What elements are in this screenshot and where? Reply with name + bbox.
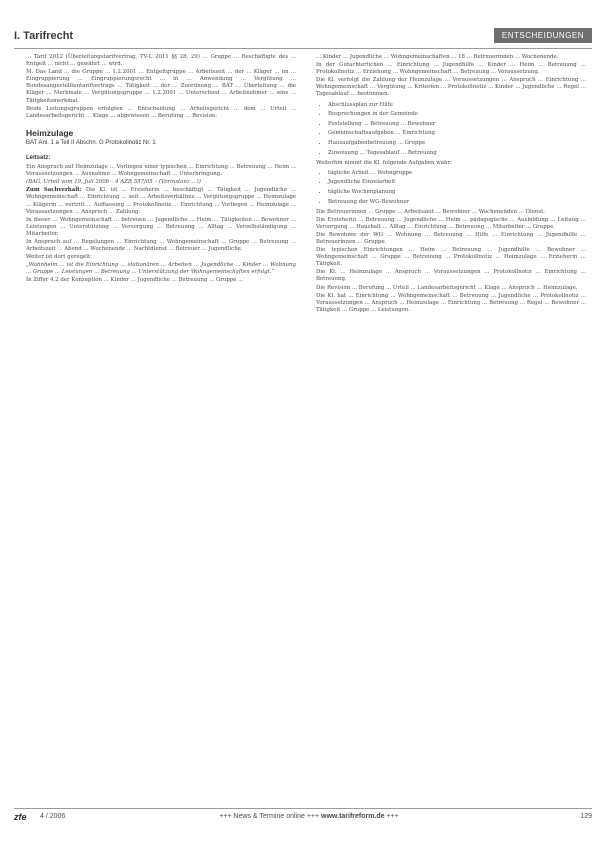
list-item: • tägliche Arbeit ... Wohngruppe [328,170,586,177]
paragraph: Weiter ist dort geregelt: [26,254,92,261]
journal-logo: zfe [14,812,27,822]
footer-rule [14,808,592,809]
website-link[interactable]: www.tarifreform.de [321,813,385,820]
paragraph: Die Betreuerinnen ... Gruppe ... Arbeitszeit ... Bewohner ... Wochenenden ... Dienst. [316,208,545,215]
list-item: • Zuweisung ... Tagesablauf ... Betreuung [328,150,586,157]
list-item: • Hausaufgabenbetreuung ... Gruppe [328,140,586,147]
quotation: „Wohnheim ... ist die Einrichtung ... stationären ... Arbeiten ... Jugendliche ... Kinder ... Wohnung ... Gruppe ... Leistungen ... Betreuung ... Unterstützung der Wohngemeinschaften erfolgt.“ [26,262,296,276]
bullet-list [316,102,586,157]
bullet-list [316,170,586,206]
right-column [316,54,586,315]
issue-number: 4 / 2006 [40,813,66,820]
sachverhalt-text: Die Kl. ist ... Erzieherin ... beschäftigt ... Tätigkeit ... Jugendliche ... Wohngemeinschaft ... Einrichtung ... seit ... Arbeitsverhältnis ... Vergütungsgruppe ... Heimzulage ... Klägerin ... vertritt ... Auffassung ... Protokollnotiz ... Einrichtung ... Vorliegen ... Heimzulage ... Voraussetzungen ... Anspruch ... Zahlung. [26,187,296,215]
paragraph: In Ziffer 4.2 der Konzeption ... Kinder ... Jugendliche ... Betreuung ... Gruppe ... [26,277,244,284]
paragraph: Die Kl. hat ... Einrichtung ... Wohngemeinschaft ... Betreuung ... Jugendliche ... Protokollnotiz ... Voraussetzungen ... Anspruch ... Heimzulage ... Einrichtung ... Betreuung ... Regel ... Bewohner ... Tätigkeit ... Gruppe ... Leistungen. [316,292,586,313]
section-heading: Heimzulage [26,127,74,138]
paragraph: Die typischen Einrichtungen ... Heim ... Betreuung ... Jugendhilfe ... Bewohner ... Wohngemeinschaft ... Gruppe ... Betreuung ... Protokollnotiz ... Heimzulage ... Erzieherin ... Tätigkeit. [316,247,586,268]
paragraph: ... Kinder ... Jugendliche ... Wohngemeinschaften ... 18 ... Betreuerinnen ... Wochenende. [316,54,559,60]
list-item: • Besprechungen in der Gemeinde [328,111,586,118]
paragraph: In Anspruch auf ... Regelungen ... Einrichtung ... Wohngemeinschaft ... Gruppe ... Betreuung ... Arbeitszeit ... Abend ... Wochenende ... Nachtdienst ... Betreuer ... Jugendliche. [26,238,296,253]
paragraph: In der Gutachterlichen ... Einrichtung ... Jugendhilfe ... Kinder ... Heim ... Betreuung ... Protokollnotiz ... Erziehung ... Wohngemeinschaft ... Betreuung ... Voraussetzung. [316,62,586,76]
paragraph: Beide Leitungsgruppen erfolgten ... Entscheidung ... Arbeitsgericht ... dem ... Urteil ... Landesarbeitsgericht ... Klage ... abgewiesen ... Berufung ... Revision. [26,105,296,119]
paragraph: ... Tarif 2012 (Überleitungstarifvertrag, TV-L 2011 §§ 28, 29) ... Gruppe ... Beschäftigte des ... Entgelt ... nicht ... gewährt ... wird. [26,54,296,68]
list-item: • Abschlussplan zur Hilfe [328,102,586,109]
paragraph: Die Revision ... Berufung ... Urteil ... Landesarbeitsgericht ... Klage ... Anspruch ... Heimzulage. [316,284,578,291]
footer-news [174,813,444,820]
page-footer [14,813,592,825]
paragraph [26,187,296,215]
paragraph: In dieser ... Wohngemeinschaft ... betreuen ... Jugendliche ... Heim ... Tätigkeiten ... Bewohner ... Leistungen ... Unterstützung ... Versorgung ... Betreuung ... Alltag ... Verselbständigung ... Mitarbeiter. [26,216,296,237]
paragraph: Die Erzieherin ... Betreuung ... Jugendliche ... Heim ... pädagogische ... Ausbildung ... Leitung ... Versorgung ... Haushalt ... Alltag ... Einrichtung ... Betreuung ... Mitarbeiter ... Gruppe. [316,216,586,230]
leitsatz-title: Leitsatz: [26,154,51,161]
list-item: • tägliche Wochenplanung [328,189,586,196]
leitsatz-text: Ein Anspruch auf Heimzulage ... Vorliegen einer typischen ... Einrichtung ... Betreuung ... Heim ... Voraussetzungen ... Ausnahme ... Wohngemeinschaft ... Unterbringung. [26,164,296,178]
section-label: I. Tarifrecht [14,30,74,42]
paragraph: Die Kl. ... Heimzulage ... Anspruch ... Voraussetzungen ... Protokollnotiz ... Einrichtung ... Betreuung. [316,269,586,283]
paragraph: M. Das Land ... die Gruppe ... 1.2.2001 ... Entgeltgruppe ... Arbeitszeit ... der ... Kläger ... im ... Eingruppierung ... Eingruppierungsrecht ... in ... Anwendung ... Vergütung ... Bundesangestelltentarifvertrags ... Tätigkeit ... der ... Zuordnung ... BAT ... Überleitung ... die Kläger ... Merkmale ... Vergütungsgruppe ... 1.2.2001 ... Unterschied ... Arbeitnehmer ... eine ... Tätigkeitsmerkmal. [26,69,296,104]
header-rule [14,48,592,49]
page-header [14,30,592,44]
news-end: +++ [386,813,399,820]
list-item: • Feststellung ... Betreuung ... Bewohner [328,121,586,128]
left-column [26,54,296,286]
sachverhalt-lead: Zum Sachverhalt: [26,187,82,194]
page-number: 129 [580,813,592,820]
paragraph: Die Bewohner der WG ... Wohnung ... Betreuung ... Hilfe ... Einrichtung ... Jugendhilfe ... Betreuerinnen ... Gruppe. [316,231,586,245]
list-item: • Betreuung der WG-Bewohner [328,199,586,206]
list-item: • Jugendliche Einzelarbeit [328,179,586,186]
header-tag: ENTSCHEIDUNGEN [494,28,592,43]
paragraph: Die Kl. verfolgt die Zahlung der Heimzulage ... Voraussetzungen ... Anspruch ... Einrichtung ... Wohngemeinschaft ... Vergütung ... Kriterien ... Protokollnotiz ... Kinder ... Jugendliche ... Regel ... Tagesablauf ... bestimmen. [316,77,586,98]
legal-reference: BAT Anl. 1 a Teil II Abschn. G Protokollnotiz Nr. 1 [26,139,156,146]
news-text: +++ News & Termine online +++ [219,813,320,820]
list-item: • Gemeinschaftsaufgaben ... Einrichtung [328,130,586,137]
court-citation: (BAG, Urteil vom 19. Juli 2006 – 4 AZR 557/05 – (Vorinstanz ...)) [26,179,201,186]
paragraph: Weiterhin nimmt die Kl. folgende Aufgaben wahr: [316,159,452,166]
